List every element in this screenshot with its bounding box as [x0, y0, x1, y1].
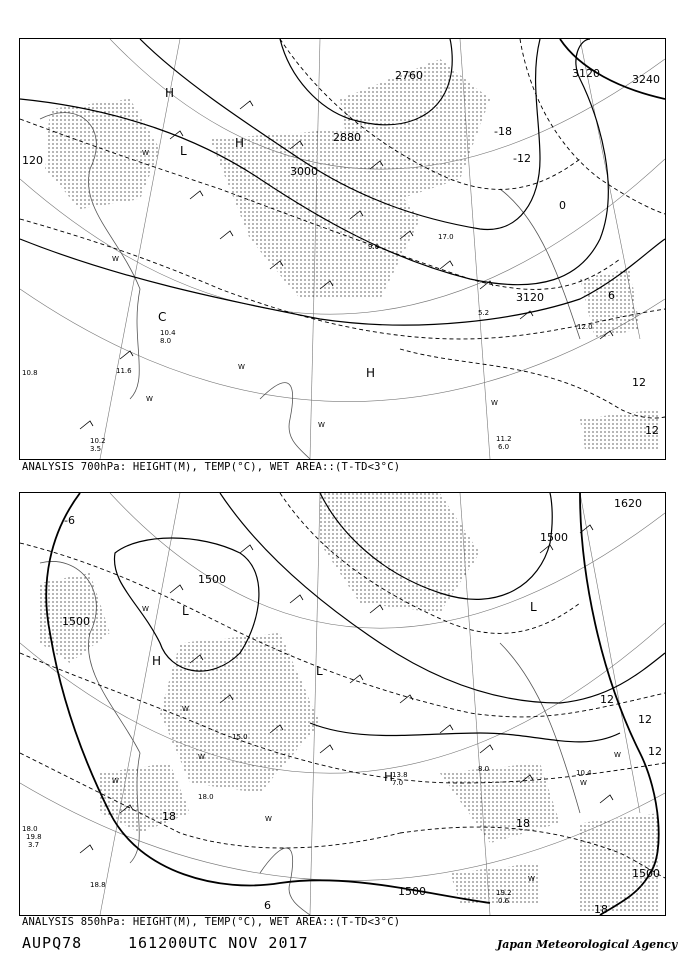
temp-label: 12: [648, 745, 662, 758]
height-label: 3000: [290, 165, 318, 178]
station-value: 10.8: [22, 369, 38, 377]
height-label: 3120: [516, 291, 544, 304]
station-value: 12.0: [577, 323, 593, 331]
station-value: 8.0: [478, 765, 490, 773]
wet-mark: W: [528, 875, 535, 883]
station-value: 0.6: [498, 897, 510, 905]
high-center: H: [152, 654, 162, 668]
temp-label: 12: [645, 424, 659, 437]
station-value: 13.8: [392, 771, 408, 779]
height-label: 2880: [333, 131, 361, 144]
temp-label: 12: [632, 376, 646, 389]
wet-areas: [45, 59, 660, 449]
height-label: 1500: [62, 615, 90, 628]
wet-mark: W: [580, 779, 587, 787]
wet-mark: W: [146, 395, 153, 403]
station-value: 10.4: [160, 329, 176, 337]
station-value: 8.0: [160, 337, 172, 345]
high-center: H: [366, 366, 376, 380]
chart-panel-700hpa: [19, 38, 666, 460]
wet-areas: [40, 493, 660, 913]
map-850hpa: [20, 493, 665, 915]
temp-label: -18: [494, 125, 512, 138]
low-center: L: [180, 144, 187, 158]
wet-mark: W: [318, 421, 325, 429]
station-value: 3.7: [28, 841, 40, 849]
height-label: 1500: [632, 867, 660, 880]
analysis-time: 161200UTC NOV 2017: [128, 934, 309, 952]
coastlines: [40, 561, 580, 915]
chart-code: AUPQ78: [22, 934, 83, 952]
station-value: 11.2: [496, 435, 512, 443]
station-value: 6.0: [498, 443, 510, 451]
station-value: 10.2: [90, 437, 106, 445]
wet-mark: W: [265, 815, 272, 823]
station-value: 19.2: [496, 889, 512, 897]
wet-mark: W: [112, 255, 119, 263]
temp-label: 6: [264, 899, 271, 912]
chart-panel-850hpa: [19, 492, 666, 916]
height-label: 3240: [632, 73, 660, 86]
temp-label: 18: [516, 817, 530, 830]
height-label: 120: [22, 154, 43, 167]
agency-name: Japan Meteorological Agency: [497, 938, 678, 951]
low-center: L: [530, 600, 537, 614]
temp-label: -6: [64, 514, 75, 527]
caption-850hpa: ANALYSIS 850hPa: HEIGHT(M), TEMP(°C), WET AREA::(T-TD<3°C): [22, 916, 401, 928]
wet-mark: W: [182, 705, 189, 713]
station-value: 15.0: [232, 733, 248, 741]
height-label: 1500: [398, 885, 426, 898]
wet-mark: W: [142, 149, 149, 157]
high-center: H: [165, 86, 175, 100]
height-label: 1500: [540, 531, 568, 544]
station-value: 18.0: [198, 793, 214, 801]
temp-label: 12: [638, 713, 652, 726]
temp-label: -12: [513, 152, 531, 165]
station-value: 19.8: [26, 833, 42, 841]
wet-mark: W: [198, 753, 205, 761]
station-value: 7.0: [392, 779, 404, 787]
station-value: 5.2: [478, 309, 490, 317]
low-center: L: [182, 604, 189, 618]
wet-mark: W: [238, 363, 245, 371]
wet-mark: W: [142, 605, 149, 613]
station-value: 17.0: [438, 233, 454, 241]
height-label: 1620: [614, 497, 642, 510]
caption-700hpa: ANALYSIS 700hPa: HEIGHT(M), TEMP(°C), WET AREA::(T-TD<3°C): [22, 461, 401, 473]
wet-mark: W: [112, 777, 119, 785]
temperature-labels: [494, 125, 659, 437]
wet-mark: W: [491, 399, 498, 407]
map-700hpa: [20, 39, 665, 459]
temp-label: 6: [608, 289, 615, 302]
station-value: 10.4: [576, 769, 592, 777]
height-label: 2760: [395, 69, 423, 82]
station-value: 18.0: [22, 825, 38, 833]
temp-label: 18: [594, 903, 608, 915]
height-label: 3120: [572, 67, 600, 80]
temp-label: 12: [600, 693, 614, 706]
temp-label: 18: [162, 810, 176, 823]
low-center: L: [316, 664, 323, 678]
height-label: 1500: [198, 573, 226, 586]
station-value: 18.8: [90, 881, 106, 889]
temp-label: 0: [559, 199, 566, 212]
high-center: H: [384, 770, 394, 784]
station-value: 9.0: [368, 243, 380, 251]
cold-center: C: [158, 310, 167, 324]
high-center: H: [235, 136, 245, 150]
station-value: 3.5: [90, 445, 102, 453]
station-value: 11.6: [116, 367, 132, 375]
wet-mark: W: [614, 751, 621, 759]
